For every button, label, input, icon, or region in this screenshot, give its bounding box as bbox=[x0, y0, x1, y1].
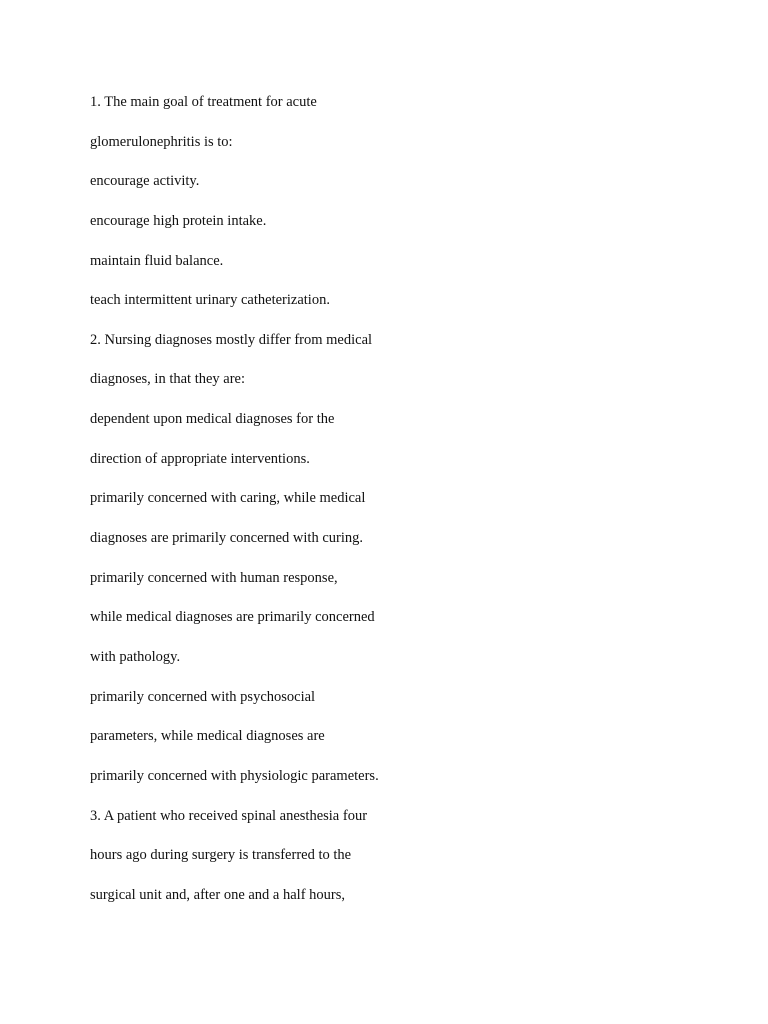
question-2-stem-line-2: diagnoses, in that they are: bbox=[90, 371, 246, 388]
question-3-stem-line-1: 3. A patient who received spinal anesthesia four bbox=[90, 807, 368, 824]
question-2-option-d-line-2: parameters, while medical diagnoses are bbox=[90, 728, 325, 745]
question-2-option-d-line-3: primarily concerned with physiologic parameters. bbox=[90, 767, 379, 784]
question-2-option-b-line-2: diagnoses are primarily concerned with curing. bbox=[90, 530, 363, 547]
question-1-stem-line-2: glomerulonephritis is to: bbox=[90, 133, 233, 150]
question-1-option-d: teach intermittent urinary catheterization. bbox=[90, 292, 330, 309]
question-2-option-c-line-1: primarily concerned with human response, bbox=[90, 569, 338, 586]
question-1-option-a: encourage activity. bbox=[90, 173, 200, 190]
question-3-stem-line-3: surgical unit and, after one and a half hours, bbox=[90, 886, 346, 903]
question-2-option-a-line-1: dependent upon medical diagnoses for the bbox=[90, 411, 335, 428]
question-1-option-c: maintain fluid balance. bbox=[90, 252, 224, 269]
question-2-option-d-line-1: primarily concerned with psychosocial bbox=[90, 688, 316, 705]
question-2-option-a-line-2: direction of appropriate interventions. bbox=[90, 450, 310, 467]
question-2-stem-line-1: 2. Nursing diagnoses mostly differ from medical bbox=[90, 331, 373, 348]
question-1-option-b: encourage high protein intake. bbox=[90, 212, 267, 229]
question-3-stem-line-2: hours ago during surgery is transferred to the bbox=[90, 847, 352, 864]
document-body bbox=[90, 92, 690, 924]
question-2-option-c-line-3: with pathology. bbox=[90, 648, 181, 665]
question-2-option-b-line-1: primarily concerned with caring, while medical bbox=[90, 490, 366, 507]
question-1-stem-line-1: 1. The main goal of treatment for acute bbox=[90, 94, 317, 110]
question-2-option-c-line-2: while medical diagnoses are primarily concerned bbox=[90, 609, 375, 626]
